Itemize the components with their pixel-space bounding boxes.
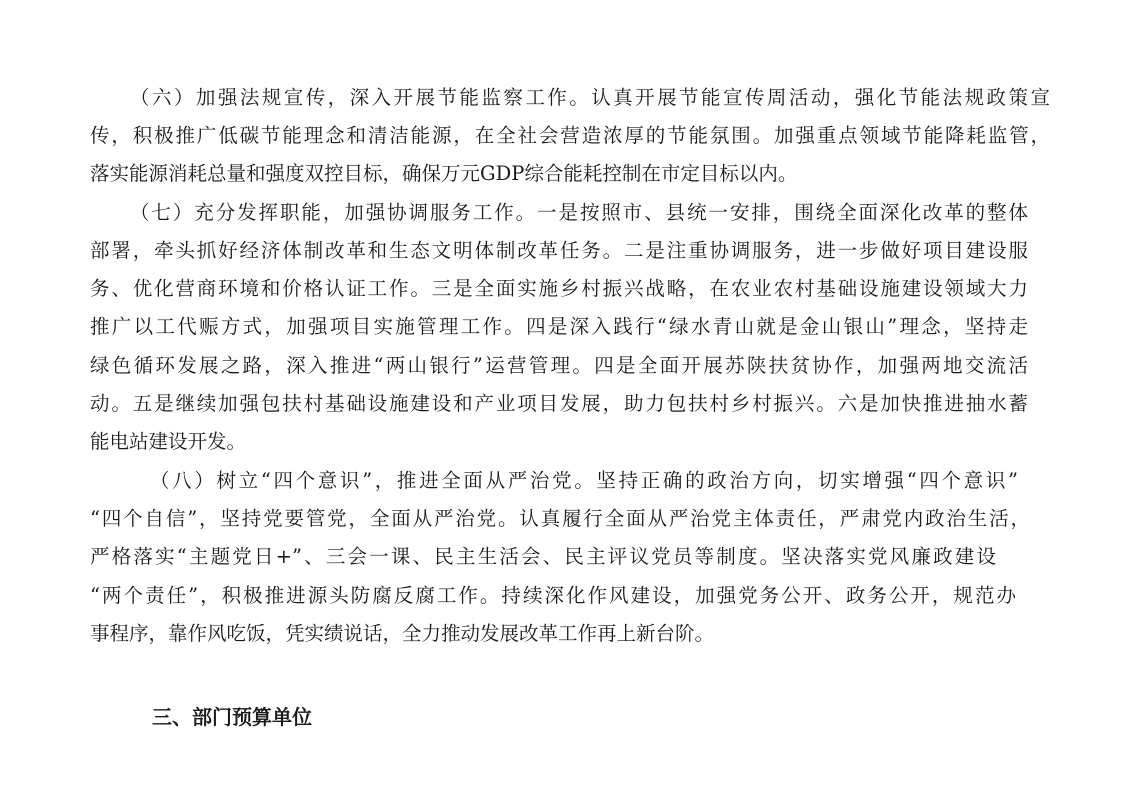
paragraph-line: 务、优化营商环境和价格认证工作。三是全面实施乡村振兴战略，在农业农村基础设施建设领域大力 [90,277,1028,300]
paragraph-line: 部署，牵头抓好经济体制改革和生态文明体制改革任务。二是注重协调服务，进一步做好项目建设服 [90,239,1028,262]
paragraph-line: 严格落实“主题党日+”、三会一课、民主生活会、民主评议党员等制度。坚决落实党风廉政建设 [90,545,996,568]
paragraph-line: 事程序，靠作风吃饭，凭实绩说话，全力推动发展改革工作再上新台阶。 [90,622,715,645]
paragraph-line: “两个责任”，积极推进源头防腐反腐工作。持续深化作风建设，加强党务公开、政务公开，规范办 [90,584,1016,607]
paragraph-line: 能电站建设开发。 [90,430,247,453]
section-heading: 三、部门预算单位 [152,705,312,729]
paragraph-line: （六）加强法规宣传，深入开展节能监察工作。认真开展节能宣传周活动，强化节能法规政策宣 [130,86,1050,109]
paragraph-line: 绿色循环发展之路，深入推进“两山银行”运营管理。四是全面开展苏陕扶贫协作，加强两地交流活 [90,354,1028,377]
paragraph-line: 推广以工代赈方式，加强项目实施管理工作。四是深入践行“绿水青山就是金山银山”理念，坚持走 [90,315,1028,338]
paragraph-line: （八）树立“四个意识”，推进全面从严治党。坚持正确的政治方向，切实增强“四个意识” [150,469,1018,492]
paragraph-line: 传，积极推广低碳节能理念和清洁能源，在全社会营造浓厚的节能氛围。加强重点领域节能降耗监管， [90,124,1050,147]
paragraph-line: （七）充分发挥职能，加强协调服务工作。一是按照市、县统一安排，围绕全面深化改革的整体 [130,201,1028,224]
paragraph-line: “四个自信”，坚持党要管党，全面从严治党。认真履行全面从严治党主体责任，严肃党内政治生活， [90,507,1030,530]
paragraph-line: 动。五是继续加强包扶村基础设施建设和产业项目发展，助力包扶村乡村振兴。六是加快推进抽水蓄 [90,392,1028,415]
paragraph-line: 落实能源消耗总量和强度双控目标，确保万元GDP综合能耗控制在市定目标以内。 [90,162,798,185]
